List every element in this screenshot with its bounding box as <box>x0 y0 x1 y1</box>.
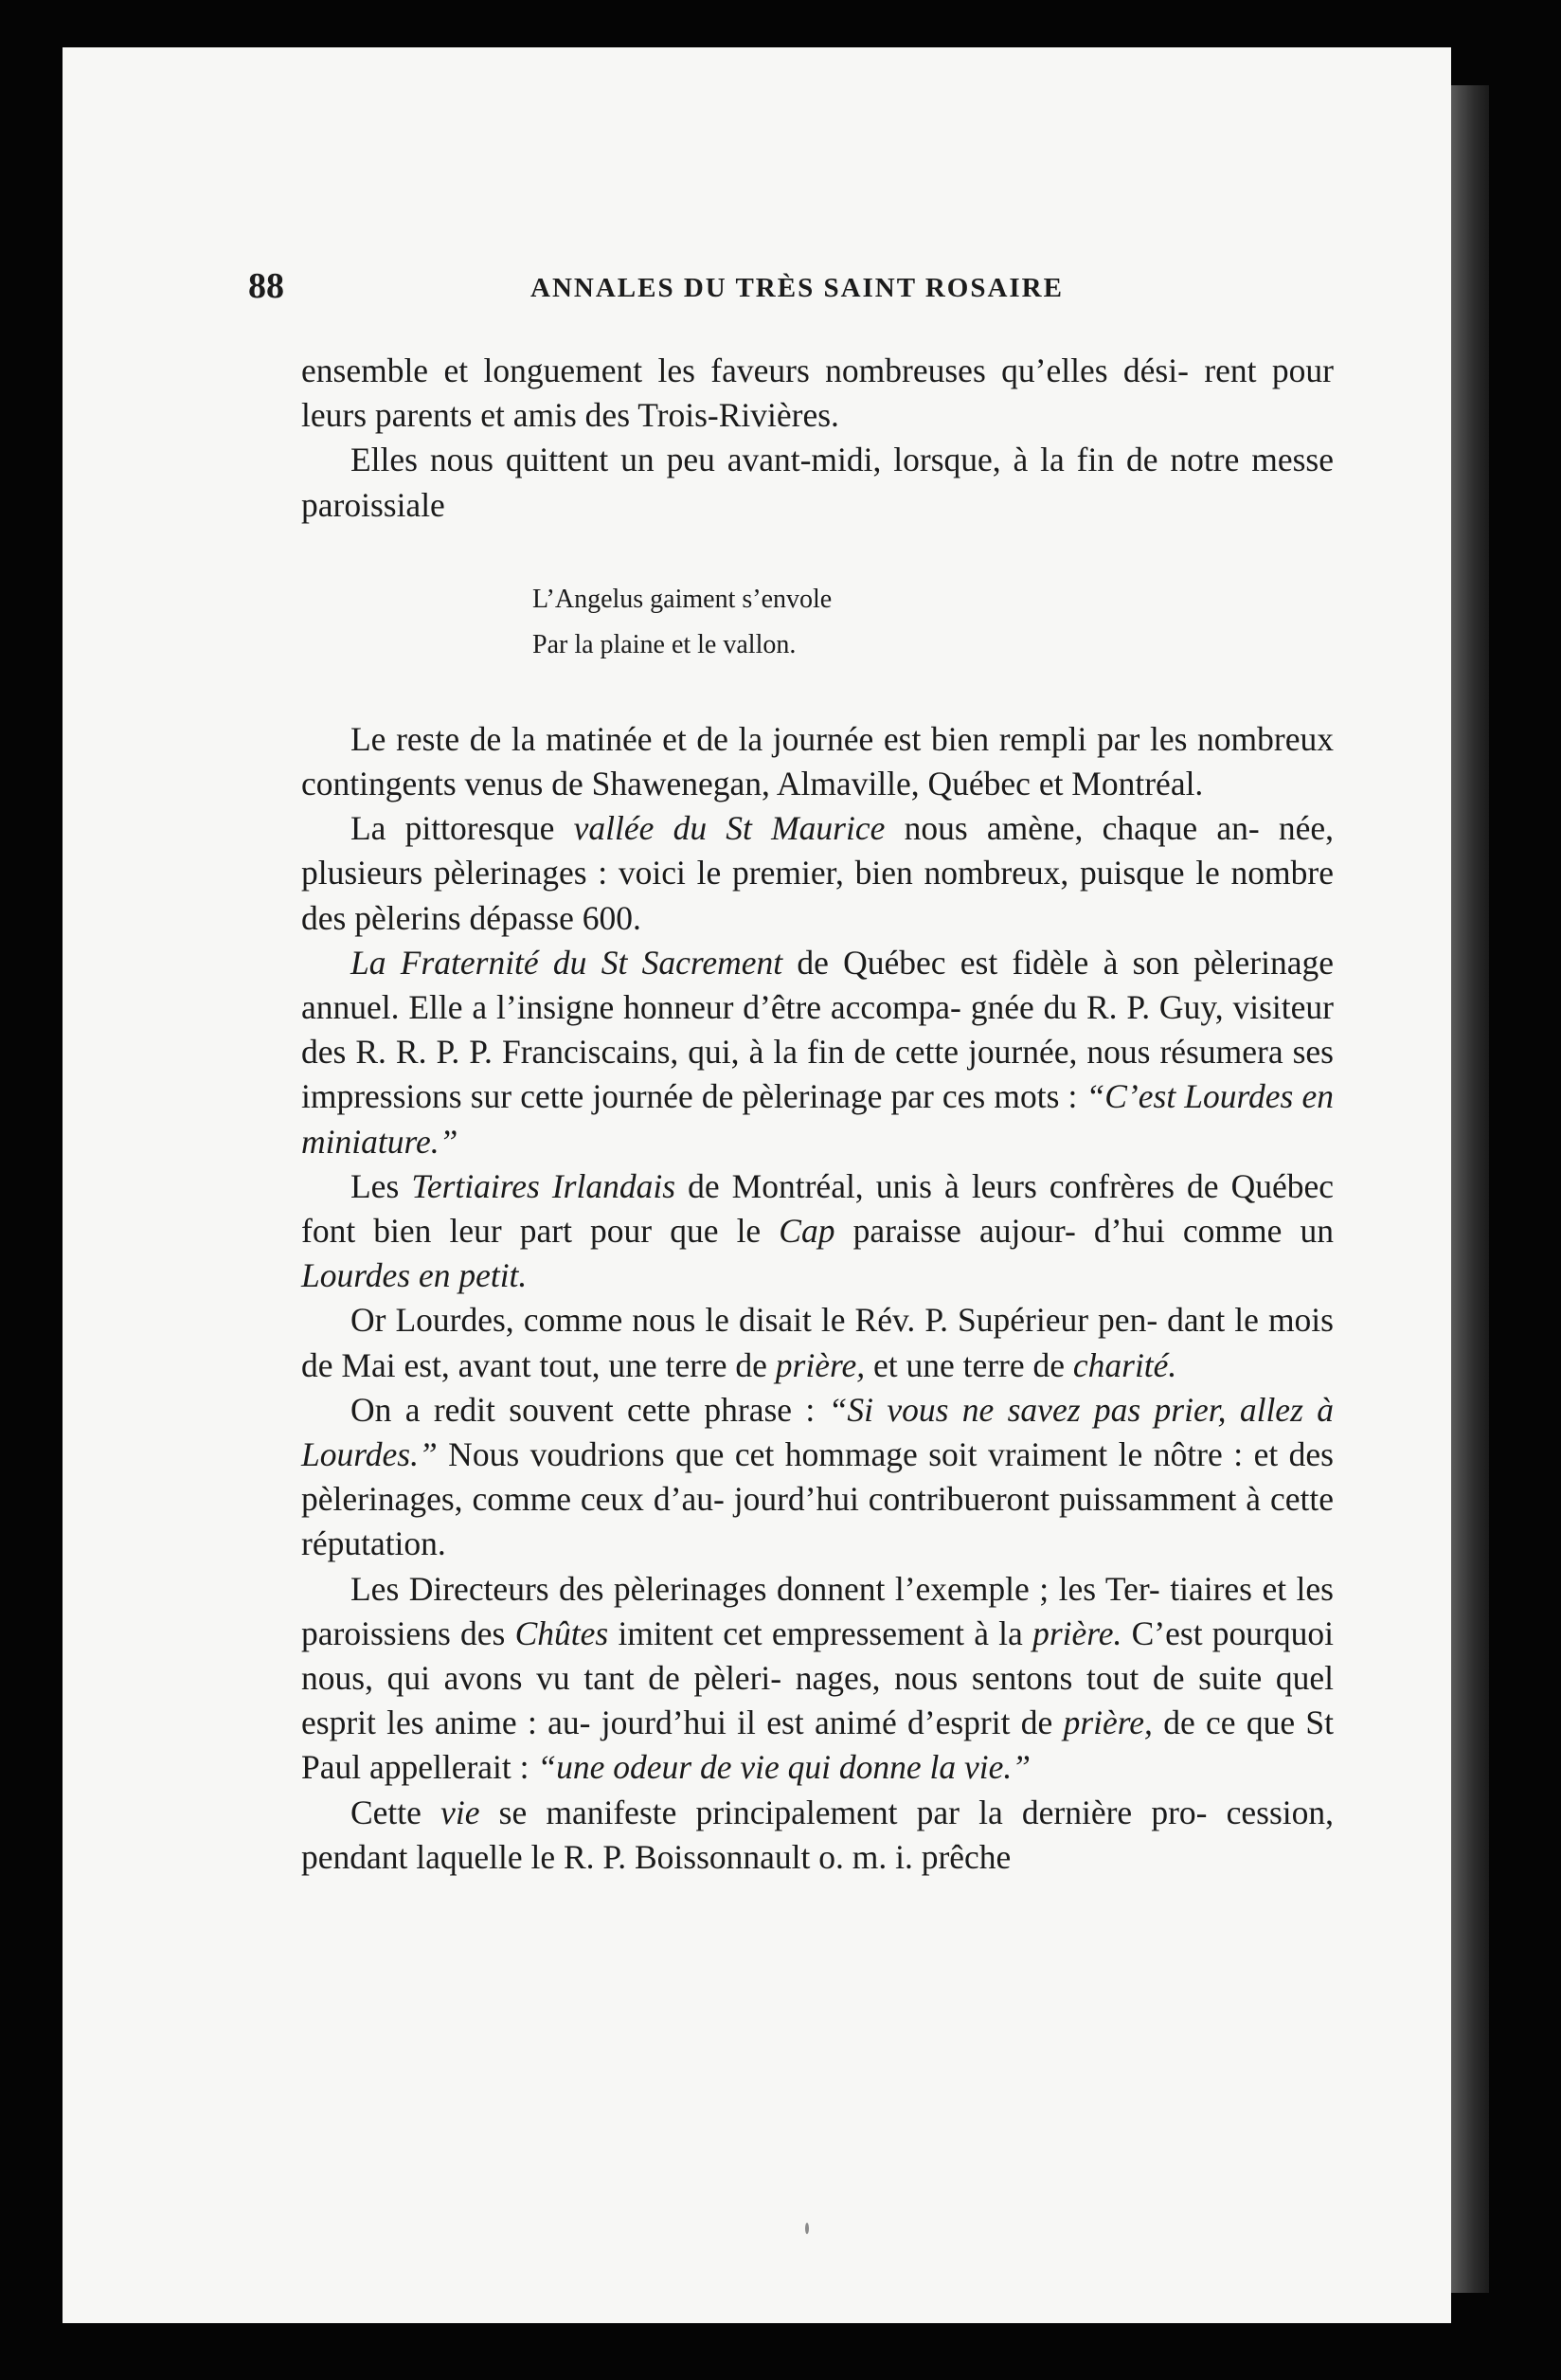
italic-run: vallée du St Maurice <box>573 809 886 848</box>
paragraph-7 <box>301 1298 1334 1387</box>
book-spine-shadow <box>1451 85 1489 2293</box>
paragraph-9 <box>301 1567 1334 1791</box>
italic-run: Tertiaires Irlandais <box>411 1166 676 1205</box>
text-run: de Montréal, unis à leurs confrères de Québec font bien leur part pour que le <box>301 1166 1334 1251</box>
italic-run: prière, <box>775 1345 866 1384</box>
italic-run: vie <box>440 1793 480 1831</box>
text-run: Nous voudrions que cet hommage soit vraiment le nôtre : et des pèlerinages, comme ceux d’au- jourd’hui contribueront puissamment à cette réputation. <box>301 1435 1334 1563</box>
paragraph-3: Le reste de la matinée et de la journée est bien rempli par les nombreux contingents venus de Shawenegan, Almaville, Québec et Montréal. <box>301 719 1334 803</box>
italic-run: prière. <box>1032 1614 1122 1652</box>
verse-line-2: Par la plaine et le vallon. <box>532 629 797 659</box>
paragraph-10 <box>301 1791 1334 1880</box>
page-number: 88 <box>248 266 284 306</box>
italic-run: Chûtes <box>514 1614 609 1652</box>
text-run: nous amène, chaque an- née, plusieurs pèlerinages : voici le premier, bien nombreux, puisque le nombre des pèlerins dépasse 600. <box>301 809 1334 937</box>
running-title: ANNALES DU TRÈS SAINT ROSAIRE <box>530 273 1064 303</box>
italic-run: “une odeur de vie qui donne la vie.” <box>537 1748 1031 1787</box>
text-run: C’est pourquoi nous, qui avons vu tant de pèleri- nages, nous sentons tout de suite quel esprit les anime : au- jourd’hui il est animé d’esprit de <box>301 1614 1334 1742</box>
italic-run: charité. <box>1072 1345 1177 1384</box>
text-run: La pittoresque <box>350 809 574 848</box>
text-run: Les Directeurs des pèlerinages donnent l’exemple ; les Ter- tiaires et les paroissiens des <box>301 1569 1334 1652</box>
italic-run: prière, <box>1063 1704 1153 1742</box>
text-run: Les <box>350 1166 412 1205</box>
text-run: Or Lourdes, comme nous le disait le Rév. P. Supérieur pen- dant le mois de Mai est, avant tout, une terre de <box>301 1301 1334 1384</box>
text-run: de ce que St Paul appellerait : <box>301 1704 1334 1787</box>
text-run: imitent cet empressement à la <box>608 1614 1033 1652</box>
article-body <box>301 349 1334 1880</box>
text-run: et une terre de <box>865 1345 1073 1384</box>
paragraph-1: ensemble et longuement les faveurs nombreuses qu’elles dési- rent pour leurs parents et amis des Trois-Rivières. <box>301 352 1334 435</box>
text-run: Cette <box>350 1793 441 1831</box>
running-header <box>248 265 1328 322</box>
verse-line-1: L’Angelus gaiment s’envole <box>532 584 833 614</box>
text-run: paraisse aujour- d’hui comme un <box>834 1212 1335 1251</box>
paragraph-8 <box>301 1388 1334 1567</box>
scan-speck <box>805 2223 809 2234</box>
italic-run: Cap <box>779 1212 835 1251</box>
italic-run: Lourdes en petit. <box>301 1256 528 1295</box>
text-run: On a redit souvent cette phrase : <box>350 1390 829 1429</box>
paragraph-5 <box>301 941 1334 1164</box>
italic-run: La Fraternité du St Sacrement <box>350 943 783 982</box>
text-run: se manifeste principalement par la dernière pro- cession, pendant laquelle le R. P. Boissonnault o. m. i. prêche <box>301 1793 1335 1876</box>
paragraph-6 <box>301 1164 1334 1299</box>
italic-run: “Si vous ne savez pas prier, allez à Lourdes.” <box>301 1390 1334 1474</box>
paragraph-2: Elles nous quittent un peu avant-midi, lorsque, à la fin de notre messe paroissiale <box>301 441 1334 524</box>
verse-quote <box>532 577 1334 668</box>
paragraph-4 <box>301 806 1334 941</box>
text-run: de Québec est fidèle à son pèlerinage annuel. Elle a l’insigne honneur d’être accompa- gnée du R. P. Guy, visiteur des R. R. P. P. Franciscains, qui, à la fin de cette journée, nous résumera ses impressions sur cette journée de pèlerinage par ces mots : <box>301 943 1334 1116</box>
italic-run: “C’est Lourdes en miniature.” <box>301 1077 1334 1161</box>
